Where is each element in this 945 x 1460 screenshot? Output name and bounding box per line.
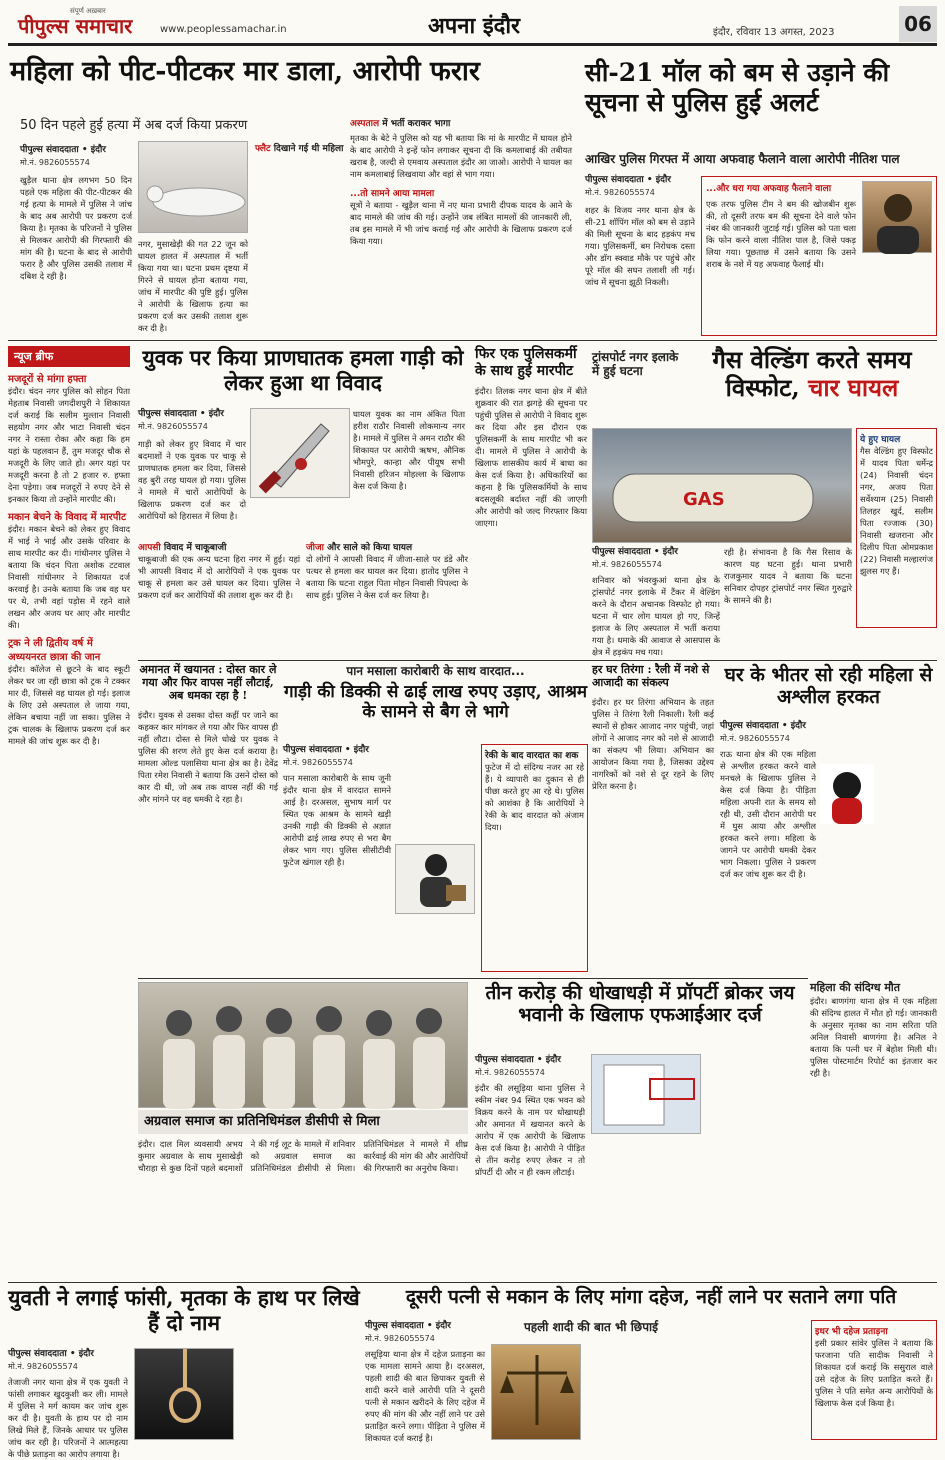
side-box: [811, 1320, 937, 1440]
rope-icon: [135, 1349, 235, 1441]
delegation-photo: [138, 982, 468, 1108]
kicker-flat-title: दिखाने गई थी महिला: [273, 144, 344, 154]
byline-mobile: मो.नं. 9826055574: [20, 157, 90, 167]
kicker-flat: फ्लैट: [255, 144, 271, 154]
divider: [8, 1282, 937, 1283]
side-box-kicker: इधर भी दहेज प्रताड़ना: [815, 1327, 888, 1337]
sub-story-1-body: चाकूबाजी की एक अन्य घटना हिरा नगर में हुई। यहां भी आपसी विवाद में दो आरोपियों ने एक युवक पर चाकू से हमला कर उसे घायल कर दिया। पुलिस ने प्रकरण दर्ज कर आरोपियों की तलाश शुरू कर दी है।: [138, 554, 300, 601]
byline-city: इंदौर: [435, 1321, 451, 1331]
side-box-body: फुटेज में दो संदिग्ध नजर आ रहे हैं। ये व्यापारी का दुकान से ही पीछा करते हुए आ रहे थे। पुलिस को आशंका है कि आरोपियों ने रेकी के बाद वारदात को अंजाम दिया।: [485, 762, 584, 833]
subhead: पहली शादी की बात भी छिपाई: [523, 1320, 659, 1334]
sub-story-2: [306, 540, 468, 658]
headline: दूसरी पत्नी से मकान के लिए मांगा दहेज, नहीं लाने पर सताने लगा पति: [405, 1286, 897, 1308]
death-body: इंदौर। बाणगंगा थाना क्षेत्र में एक महिला की संदिग्ध हालत में मौत हो गई। जानकारी के अनुसार मृतका का नाम सरिता पति अनिल निवासी बाणगंगा है। अनिल ने बताया कि पत्नी घर में बेहोश मिली थी। पुलिस पोस्टमार्टम रिपोर्ट का इंतजार कर रही है।: [810, 996, 937, 1079]
brief-head-2: मकान बेचने के विवाद में मारपीट: [8, 512, 127, 524]
tanker-photo: [592, 428, 852, 543]
injured-list: गैस वेल्डिंग हुए विस्फोट में यादव पिता धर्मेन्द्र (24) निवासी चंदन नगर, अजय पिता सर्वेश्याम (25) निवासी तिलहर खुर्द, सलीम पिता रज्जाक (30) निवासी खजराना और दिलीप पिता ओमप्रकाश (22) निवासी मल्हारगंज झुलस गए हैं।: [860, 446, 933, 577]
byline-name: पीपुल्स संवाददाता: [20, 145, 79, 155]
headline: तीन करोड़ की धोखाधड़ी में प्रॉपर्टी ब्रोकर जय भवानी के खिलाफ एफआईआर दर्ज: [485, 982, 795, 1027]
brief-title: न्यूज ब्रीफ: [8, 346, 130, 367]
rope-photo: [134, 1348, 234, 1440]
byline-name: पीपुल्स संवाददाता: [365, 1321, 424, 1331]
brief-body-3: इंदौर। कॉलेज से छूटने के बाद स्कूटी लेकर घर जा रही छात्रा को ट्रक ने टक्कर मार दी, जिससे वह घायल हो गई। इलाज के लिए उसे अस्पताल ले जाया गया, लेकिन बचाया नहीं जा सका। पुलिस ने ट्रक चालक के खिलाफ प्रकरण दर्ज कर मामले की जांच शुरू कर दी है।: [8, 664, 130, 747]
story-col2: घायल युवक का नाम अंकित पिता हरीश राठौर निवासी लोकमान्य नगर है। मामले में पुलिस ने अमन राठौर की शिकायत पर आरोपी ऋषभ, औनिक भौमपुरे, कान्हा और पीयूष सभी निवासी हरिजन मोहल्ला के खिलाफ केस दर्ज किया है।: [353, 409, 465, 492]
byline-mobile: मो.नं. 9826055574: [8, 1361, 78, 1371]
side-box-body: एक तरफ पुलिस टीम ने बम की खोजबीन शुरू की, तो दूसरी तरफ बम की सूचना देने वाले फोन नंबर की जानकारी जुटाई गई। पुलिस को पता चला कि फोन करने वाला नीतिश पाल है, जिसे पकड़ लिया गया। पूछताछ में उसने बताया कि उसने शराब के नशे में यह अफवाह फैलाई थी।: [706, 199, 856, 270]
divider: [138, 660, 937, 661]
story-obscene: [720, 664, 937, 976]
headline: हर घर तिरंगा : रैली में नशे से आजादी का संकल्प: [592, 663, 710, 689]
byline-mobile: मो.नं. 9826055574: [365, 1333, 435, 1343]
subhead-bar: [491, 1320, 691, 1340]
woman-silhouette-icon: [820, 764, 874, 824]
byline-name: पीपुल्स संवाददाता: [585, 175, 644, 185]
headline: फिर एक पुलिसकर्मी के साथ हुई मारपीट: [475, 346, 577, 379]
byline: पीपुल्स संवाददाता • इंदौर मो.नं. 9826055574: [283, 744, 393, 770]
byline-name: पीपुल्स संवाददाता: [138, 409, 197, 419]
section-title: अपना इंदौर: [428, 13, 521, 39]
story-body: इंदौर की लसूड़िया थाना पुलिस ने स्कीम नंबर 94 स्थित एक भवन को विक्रय करने के नाम पर धोखाधड़ी और अमानत में खयानत करने के आरोप में एक आरोपी के खिलाफ केस दर्ज किया है। आरोपी ने पीड़ित से तीन करोड़ रुपए लेकर न तो प्रॉपर्टी दी और न ही रकम लौटाई।: [475, 1083, 585, 1178]
page-number: 06: [899, 6, 937, 42]
story-delegation: [138, 982, 468, 1278]
brief-body-1: इंदौर। चंदन नगर पुलिस को सोहन पिता मेहताब निवासी जगदीशपुरी ने शिकायत दर्ज कराई कि सलीम मुल्तान निवासी सहयोग नगर और भाटा निवासी चंदन नगर ने रास्ता रोका और कहा कि हम यहां के पहलवान हैं, तुम मजदूर चौक से मजदूरी के लिए जाते हो। अगर यहां पर मजदूरी करना है तो 2 हजार रु. हफ्ता देना पड़ेगा। जब मजदूरों ने रुपए देने से इनकार किया तो उन्होंने मारपीट की।: [8, 386, 130, 505]
story-body: इंदौर। युवक से उसका दोस्त कहीं पर जाने का कहकर कार मांगकर ले गया और फिर वापस ही नहीं लौटा। दोस्त से मिले धोखे पर युवक ने पुलिस की शरण लेते हुए केस दर्ज कराया है। मामला ओल्ड पलासिया थाना क्षेत्र का है। देवेंद्र पिता रमेश निवासी ने बताया कि उसने दोस्त को कार दी थी, जो अब तक वापस नहीं की गई और मांगने पर वह धमकी दे रहा है।: [138, 709, 278, 805]
scale-icon: [492, 1345, 582, 1441]
logo-tagline: संपूर्ण अख़बार: [70, 7, 106, 15]
story-body: राऊ थाना क्षेत्र की एक महिला से अश्लील हरकत करने वाले मनचले के खिलाफ पुलिस ने केस दर्ज किया है। पीड़िता महिला अपनी रात के समय सो रही थी, उसी दौरान आरोपी घर में घुस आया और अश्लील हरकत करने लगा। महिला के जागने पर आरोपी धमकी देकर भाग निकला। पुलिस ने प्रकरण दर्ज कर जांच शुरू कर दी है।: [720, 749, 816, 880]
story-suicide: [8, 1285, 360, 1460]
side-box: [481, 744, 588, 972]
byline-name: पीपुल्स संवाददाता: [720, 721, 779, 731]
byline-mobile: मो.नं. 9826055574: [138, 421, 208, 431]
story-tiranga: [592, 664, 714, 976]
news-brief: [8, 346, 130, 1106]
byline-city: इंदौर: [655, 175, 671, 185]
headline: युवक पर किया प्राणघातक हमला गाड़ी को लेकर हुआ था विवाद: [142, 345, 464, 395]
story-murder: [10, 56, 575, 338]
brief-head-3: ट्रक ने ली द्वितीय वर्ष में अध्ययनरत छात्रा की जान: [8, 638, 101, 664]
kicker-mutual: आपसी: [138, 543, 161, 553]
kicker-hospital: अस्पताल: [350, 119, 380, 129]
sub-story-death: [810, 980, 937, 1278]
byline-mobile: मो.नं. 9826055574: [283, 757, 353, 767]
headline: युवती ने लगाई फांसी, मृतका के हाथ पर लिखे हैं दो नाम: [8, 1285, 360, 1335]
brief-body-2: इंदौर। मकान बेचने को लेकर हुए विवाद में भाई ने भाई और उसके परिवार के साथ मारपीट कर दी। गांधीनगर पुलिस ने बताया कि चंदन पिता अशोक टटवाल निवासी गांधीनगर ने शिकायत दर्ज करवाई है। उनके बताया कि जब वह घर पर थे, तभी वहां पड़ोस में रहने वाले लखन और अजय घर आए और मारपीट की।: [8, 524, 130, 631]
byline-city: इंदौर: [208, 409, 224, 419]
story-attack: [138, 346, 468, 658]
kicker-inlaw-title: और साले को किया घायल: [327, 543, 413, 553]
headline-b: चार घायल: [808, 373, 899, 403]
byline-city: इंदौर: [662, 547, 678, 557]
byline-city: इंदौर: [90, 145, 106, 155]
knife-icon: [251, 409, 351, 499]
side-box: [701, 176, 937, 336]
tanker-icon: [593, 429, 853, 544]
story-col4-body: मृतका के बेटे ने पुलिस को यह भी बताया कि मां के मारपीट में घायल होने के बाद आरोपी ने इन्हें फोन लगाकर सूचना दी कि कमलाबाई की तबीयत खराब है, जल्दी से एमवाय अस्पताल इंदौर आ जाओ। आरोपी ने घायल का नाम कमलाबाई लिखवाया और वहां से भाग गया।: [350, 133, 572, 180]
story-col2: नगर, मुसाखेड़ी की गत 22 जून को घायल हालत में अस्पताल में भर्ती किया गया था। घटना प्रथम दृष्टया में गिरने से घायल होना बताया गया, जांच में मारपीट की पुष्टि हुई। पुलिस ने आरोपी के खिलाफ हत्या का प्रकरण दर्ज कर उसकी तलाश शुरू कर दी है।: [138, 239, 248, 334]
side-box-body: इसी प्रकार सांवेर पुलिस ने बताया कि फरजाना पति सादीक निवासी ने शिकायत दर्ज कराई कि ससुराल वाले उसे दहेज के लिए प्रताड़ित करते हैं। पुलिस ने पति समेत अन्य आरोपियों के खिलाफ केस दर्ज किया है।: [815, 1338, 933, 1409]
kicker-inlaw: जीजा: [306, 543, 325, 553]
brief-head-1: मजदूरों से मांगा हफ्ता: [8, 374, 87, 385]
divider: [8, 340, 937, 341]
headline: घर के भीतर सो रही महिला से अश्लील हरकत: [724, 664, 933, 709]
newspaper-logo: पीपुल्स समाचार: [18, 14, 133, 38]
byline-mobile: मो.नं. 9826055574: [475, 1067, 545, 1077]
strap: पान मसाला कारोबारी के साथ वारदात...: [346, 664, 525, 678]
story-fraud: [475, 982, 805, 1278]
story-breach: [138, 664, 278, 976]
side-box-kicker: रेकी के बाद वारदात का शक: [485, 751, 579, 761]
story-body: इंदौर। तिलक नगर थाना क्षेत्र में बीते शुक्रवार की रात झगड़े की सूचना पर पहुंची पुलिस से आरोपी ने विवाद शुरू कर दिया और इस दौरान एक पुलिसकर्मी के साथ मारपीट भी कर दी। मामले में पुलिस ने आरोपी के खिलाफ शासकीय कार्य में बाधा का केस दर्ज किया है। अधिकारियों का कहना है कि पुलिसकर्मियों के साथ बदसलूकी बर्दाश्त नहीं की जाएगी और आरोपी को जल्द गिरफ्तार किया जाएगा।: [475, 386, 587, 529]
photo-caption-bar: [138, 1110, 468, 1134]
sub-story-1: [138, 540, 300, 658]
story-cop: [475, 346, 587, 658]
story-body: खुड़ैल थाना क्षेत्र लगभग 50 दिन पहले एक महिला की पीट-पीटकर की गई हत्या के मामले में पुलिस ने जांच के बाद अब आरोपी पर प्रकरण दर्ज किया है। मृतका के परिजनों ने पुलिस से मिलकर आरोपी की गिरफ्तारी की मांग की है। घटना के बाद से आरोपी फरार है और पुलिस उसकी तलाश में दबिश दे रही है।: [20, 175, 132, 282]
story-body: इंदौर। हर घर तिरंगा अभियान के तहत पुलिस ने तिरंगा रैली निकाली। रैली कई स्थानों से होकर आजाद नगर पहुंची, जहां लोगों ने आजाद नगर को नशे से आजादी का संकल्प भी लिया। अभियान का आयोजन किया गया है, जिसका उद्देश्य नागरिकों को नशे से दूर रहने के लिए प्रेरित करना है।: [592, 696, 714, 792]
headline-a: गैस वेल्डिंग करते समय विस्फोट,: [712, 345, 912, 403]
byline-name: पीपुल्स संवाददाता: [592, 547, 651, 557]
byline-name: पीपुल्स संवाददाता: [283, 745, 342, 755]
dowry-photo: [491, 1344, 581, 1440]
byline-city: इंदौर: [545, 1055, 561, 1065]
svg-text:GAS: GAS: [683, 489, 725, 510]
byline: पीपुल्स संवाददाता • इंदौर मो.नं. 9826055574: [592, 546, 712, 572]
fraud-photo: [591, 1054, 701, 1134]
headline: महिला को पीट-पीटकर मार डाला, आरोपी फरार: [10, 56, 480, 87]
kicker-hospital-title: में भर्ती कराकर भागा: [382, 119, 451, 129]
byline: पीपुल्स संवाददाता • इंदौर मो.नं. 9826055574: [138, 408, 248, 434]
byline-name: पीपुल्स संवाददाता: [475, 1055, 534, 1065]
strap: ट्रांसपोर्ट नगर इलाके में हुई घटना: [592, 350, 679, 379]
covered-body-icon: [139, 142, 249, 234]
kicker-revealed: ...तो सामने आया मामला: [350, 189, 435, 200]
story-mall: [585, 56, 937, 338]
byline-city: इंदौर: [78, 1349, 94, 1359]
story-col4-body2: सूत्रों ने बताया - खुड़ैल थाना में नए थाना प्रभारी दीपक यादव के आने के बाद मामले की जांच की गई। उन्होंने जब लंबित मामलों की जानकारी ली, तब इस मामले में भी जांच कराई गई और आरोपी के खिलाफ प्रकरण दर्ज किया गया।: [350, 200, 572, 247]
crime-scene-photo: [138, 141, 248, 233]
byline: पीपुल्स संवाददाता • इंदौर मो.नं. 9826055574: [365, 1320, 485, 1346]
byline-mobile: मो.नं. 9826055574: [592, 559, 662, 569]
thief-photo: [395, 844, 475, 914]
story-dicky: [283, 664, 588, 976]
knife-photo: [250, 408, 350, 498]
accused-photo: [862, 181, 932, 253]
byline-mobile: मो.नं. 9826055574: [585, 187, 655, 197]
byline-city: इंदौर: [790, 721, 806, 731]
headline: [687, 346, 937, 403]
side-box-kicker: ...और धरा गया अफवाह फैलाने वाला: [706, 184, 832, 194]
byline: पीपुल्स संवाददाता • इंदौर मो.नं. 9826055574: [475, 1054, 595, 1080]
story-col1: शनिवार को भंवरकुआं थाना क्षेत्र के ट्रांसपोर्ट नगर इलाके में टैंकर में वेल्डिंग करने के दौरान अचानक विस्फोट हो गया। घटना में चार लोग घायल हो गए, जिन्हें इलाज के लिए अस्पताल में भर्ती कराया गया है। धमाके की आवाज से आसपास के क्षेत्र में हड़कंप मच गया।: [592, 575, 720, 658]
death-head: महिला की संदिग्ध मौत: [810, 981, 901, 994]
thief-icon: [396, 845, 476, 915]
photo-caption: अग्रवाल समाज का प्रतिनिधिमंडल डीसीपी से मिला: [144, 1114, 380, 1129]
story-body: गाड़ी को लेकर हुए विवाद में चार बदमाशों ने एक युवक पर चाकू से प्राणघातक हमला कर दिया, जिससे वह बुरी तरह घायल हो गया। पुलिस ने मामले में चारों आरोपियों के खिलाफ प्रकरण दर्ज कर दो आरोपियों को हिरासत में लिया है।: [138, 439, 246, 522]
story-body: तेजाजी नगर थाना क्षेत्र में एक युवती ने फांसी लगाकर खुदकुशी कर ली। मामले में पुलिस ने मर्ग कायम कर जांच शुरू कर दी है। युवती के हाथ पर दो नाम लिखे मिले हैं, जिनके आधार पर पुलिस जांच कर रही है। परिजनों ने आत्महत्या के पीछे प्रताड़ना का आरोप लगाया है।: [8, 1377, 128, 1460]
divider: [138, 978, 808, 979]
subhead: आखिर पुलिस गिरफ्त में आया अफवाह फैलाने वाला आरोपी नीतिश पाल: [585, 152, 900, 166]
story-col2: रही है। संभावना है कि गैस रिसाव के कारण यह घटना हुई। थाना प्रभारी राजकुमार यादव ने बताया कि घटना सनिवार दोपहर ट्रांसपोर्ट नगर स्थित गुरुद्वारे के सामने की है।: [724, 547, 852, 606]
story-body: इंदौर। दाल मिल व्यवसायी अभय कुमार अग्रवाल के साथ मुसाखेड़ी चौराहा से कुछ दिनों पहले बदमाशों ने की गई लूट के मामले में शनिवार को अग्रवाल समाज का प्रतिनिधिमंडल डीसीपी से मिला। प्रतिनिधिमंडल ने मामले में शीघ्र कार्रवाई की मांग की और आरोपियों की गिरफ्तारी का अनुरोध किया।: [138, 1139, 468, 1174]
headline: गाड़ी की डिक्की से ढाई लाख रुपए उड़ाए, आश्रम के सामने से बैग ले भागे: [283, 682, 588, 723]
dateline: इंदौर, रविवार 13 अगस्त, 2023: [713, 27, 835, 38]
story-body: लसूड़िया थाना क्षेत्र में दहेज प्रताड़ना का एक मामला सामने आया है। दरअसल, पहली शादी की बात छिपाकर युवती से शादी करने वाले आरोपी पति ने दूसरी पत्नी से मकान खरीदने के लिए दहेज में रुपए की मांग की और नहीं लाने पर उसे प्रताड़ित करने लगा। पीड़िता ने पुलिस में शिकायत दर्ज कराई है।: [365, 1349, 485, 1444]
story-body: शहर के विजय नगर थाना क्षेत्र के सी-21 शॉपिंग मॉल को बम से उड़ाने की मिली सूचना के बाद हड़कंप मच गया। पुलिसकर्मी, बम निरोधक दस्ता और डॉग स्क्वाड मौके पर पहुंचे और पूरे मॉल की सघन तलाशी ली गई। जांच में सूचना झूठी निकली।: [585, 205, 695, 288]
subhead: 50 दिन पहले हुई हत्या में अब दर्ज किया प्रकरण: [20, 118, 248, 133]
group-photo-icon: [139, 983, 469, 1109]
byline: पीपुल्स संवाददाता • इंदौर मो.नं. 9826055574: [8, 1348, 128, 1374]
byline-mobile: मो.नं. 9826055574: [720, 733, 790, 743]
story-gas: [592, 346, 937, 658]
woman-graphic: [820, 764, 874, 824]
injured-box: [856, 428, 937, 628]
sub-story-2-body: दो लोगों ने आपसी विवाद में जीजा-साले पर डंडे और पत्थर से हमला कर घायल कर दिया। हातोद पुलिस ने बताया कि घटना राहुल पिता मोहन निवासी पिपल्दा के साथ हुई। पुलिस ने केस दर्ज कर लिया है।: [306, 554, 468, 601]
masthead: [8, 6, 937, 46]
kicker-mutual-title: विवाद में चाकूबाजी: [163, 543, 227, 553]
injured-title: ये हुए घायल: [860, 435, 901, 445]
story-col3: [255, 141, 345, 336]
headline: सी-21 मॉल को बम से उड़ाने की सूचना से पुलिस हुई अलर्ट: [585, 58, 890, 117]
story-dowry: [365, 1286, 937, 1444]
person-icon: [863, 182, 933, 254]
byline: पीपुल्स संवाददाता • इंदौर मो.नं. 9826055574: [720, 720, 840, 746]
byline: पीपुल्स संवाददाता • इंदौर मो.नं. 9826055574: [585, 174, 695, 200]
website-link[interactable]: www.peoplessamachar.in: [160, 24, 287, 35]
story-col4: [350, 116, 572, 336]
headline: अमानत में खयानत : दोस्त कार ले गया और फिर वापस नहीं लौटाई, अब धमका रहा है !: [139, 663, 277, 702]
byline: पीपुल्स संवाददाता • इंदौर मो.नं. 9826055574: [20, 144, 130, 170]
story-body: पान मसाला कारोबारी के साथ जूनी इंदौर थाना क्षेत्र में वारदात सामने आई है। दरअसल, सुभाष मार्ग पर स्थित एक आश्रम के सामने खड़ी उनकी गाड़ी की डिक्की से अज्ञात आरोपी ढाई लाख रुपए से भरा बैग लेकर भाग गए। पुलिस सीसीटीवी फुटेज खंगाल रही है।: [283, 773, 391, 868]
byline-name: पीपुल्स संवाददाता: [8, 1349, 67, 1359]
fraud-stamp-icon: [592, 1055, 702, 1135]
byline-city: इंदौर: [353, 745, 369, 755]
